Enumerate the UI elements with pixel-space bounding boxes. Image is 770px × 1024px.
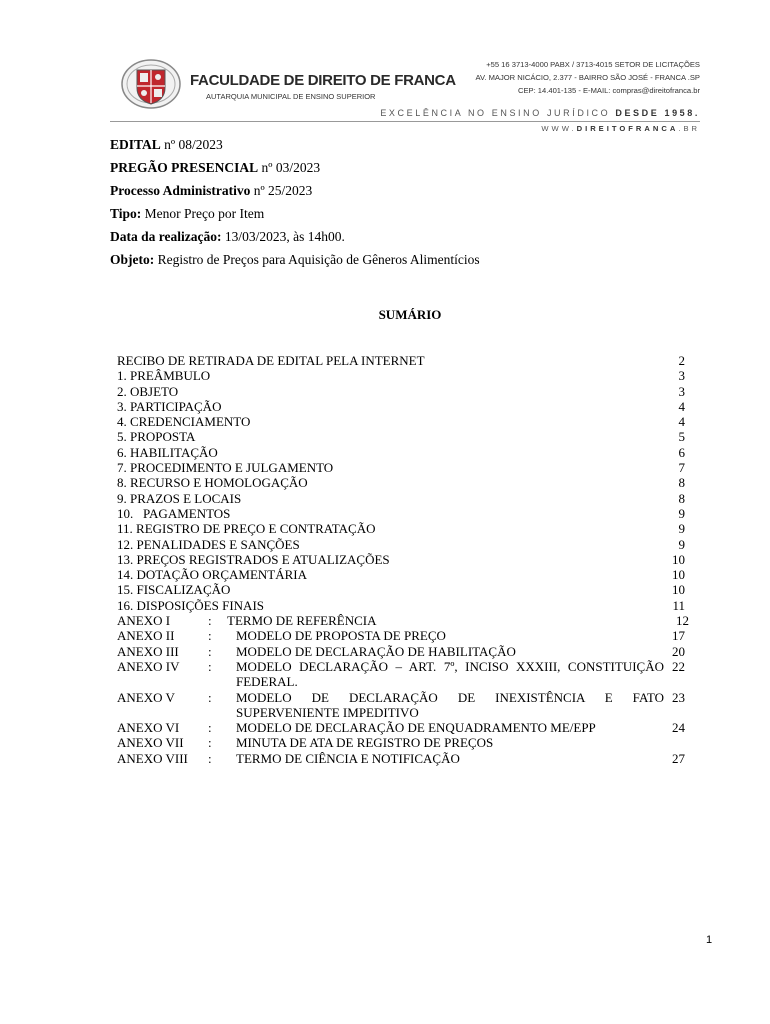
- toc-item[interactable]: [117, 384, 697, 399]
- annex-row[interactable]: [117, 751, 697, 766]
- toc-item-label: 4. CREDENCIAMENTO: [117, 414, 251, 430]
- annex-page: 22: [672, 658, 685, 674]
- annex-title: MINUTA DE ATA DE REGISTRO DE PREÇOS: [236, 735, 494, 751]
- annex-row[interactable]: [117, 690, 697, 721]
- annex-id: ANEXO VIII: [117, 750, 188, 766]
- annex-page: 23: [672, 689, 685, 705]
- toc-item-label: RECIBO DE RETIRADA DE EDITAL PELA INTERNET: [117, 353, 425, 368]
- annex-id: ANEXO VI: [117, 720, 180, 736]
- annex-title: TERMO DE REFERÊNCIA: [227, 613, 377, 629]
- contact-phone: +55 16 3713-4000 PABX / 3713-4015 SETOR DE LICITAÇÕES: [486, 60, 700, 69]
- toc-item-page: 2: [678, 353, 685, 368]
- motto: [380, 108, 700, 118]
- toc-item-page: 10: [672, 582, 685, 598]
- toc-item-label: 12. PENALIDADES E SANÇÕES: [117, 536, 300, 552]
- toc-item-label: 14. DOTAÇÃO ORÇAMENTÁRIA: [117, 567, 307, 583]
- data-label: Data da realização:: [110, 229, 222, 244]
- toc-item-label: 8. RECURSO E HOMOLOGAÇÃO: [117, 475, 308, 491]
- annex-colon: :: [208, 613, 212, 629]
- toc-item-label: 10. PAGAMENTOS: [117, 505, 231, 521]
- website-domain: DIREITOFRANCA: [576, 124, 679, 133]
- toc-item-label: 13. PREÇOS REGISTRADOS E ATUALIZAÇÕES: [117, 551, 390, 567]
- toc-item-label: 5. PROPOSTA: [117, 429, 196, 445]
- toc-item-page: 10: [672, 567, 685, 583]
- toc-item-page: 7: [678, 460, 685, 476]
- toc-item-label: 7. PROCEDIMENTO E JULGAMENTO: [117, 460, 334, 476]
- toc-item-page: 3: [678, 368, 685, 384]
- objeto-line: [110, 252, 480, 268]
- annex-page: 24: [672, 720, 685, 736]
- annex-row[interactable]: [117, 628, 697, 643]
- toc-item-label: 6. HABILITAÇÃO: [117, 444, 218, 460]
- data-value: 13/03/2023, às 14h00.: [221, 229, 345, 244]
- annex-colon: :: [208, 658, 212, 674]
- toc-item-page: 10: [672, 551, 685, 567]
- annex-row[interactable]: [117, 644, 697, 659]
- edital-line: [110, 137, 223, 153]
- contact-address: AV. MAJOR NICÁCIO, 2.377 - BAIRRO SÃO JOSÉ - FRANCA .SP: [475, 73, 700, 82]
- tipo-value: Menor Preço por Item: [141, 206, 265, 221]
- annex-id: ANEXO II: [117, 628, 175, 644]
- annex-title: MODELO DECLARAÇÃO – ART. 7º, INCISO XXXIII, CONSTITUIÇÃO FEDERAL.: [236, 658, 664, 690]
- institution-subtitle: AUTARQUIA MUNICIPAL DE ENSINO SUPERIOR: [206, 92, 376, 101]
- objeto-value: Registro de Preços para Aquisição de Gêneros Alimentícios: [154, 252, 480, 267]
- annex-row[interactable]: [117, 735, 697, 750]
- pregao-value: nº 03/2023: [258, 160, 321, 175]
- annex-colon: :: [208, 720, 212, 736]
- toc-item[interactable]: [117, 475, 697, 490]
- tipo-label: Tipo:: [110, 206, 142, 221]
- annex-page: 12: [676, 613, 689, 629]
- pregao-label: PREGÃO PRESENCIAL: [110, 160, 259, 175]
- toc-item-label: 2. OBJETO: [117, 383, 179, 399]
- toc-item[interactable]: [117, 491, 697, 506]
- annex-id: ANEXO VII: [117, 735, 184, 751]
- toc-item-page: 9: [678, 536, 685, 552]
- annex-id: ANEXO III: [117, 643, 179, 659]
- toc-item-page: 5: [678, 429, 685, 445]
- processo-value: nº 25/2023: [250, 183, 313, 198]
- annex-id: ANEXO I: [117, 613, 171, 629]
- motto-year: DESDE 1958.: [615, 108, 700, 118]
- contact-block: [476, 58, 701, 97]
- website-suffix: .BR: [678, 124, 700, 133]
- toc-item[interactable]: [117, 567, 697, 582]
- website-prefix: WWW.: [541, 124, 577, 133]
- toc-item[interactable]: [117, 368, 697, 383]
- toc-item-page: 9: [678, 505, 685, 521]
- toc-item-page: 6: [678, 444, 685, 460]
- page-number: 1: [706, 934, 713, 946]
- sumario-title: SUMÁRIO: [378, 307, 442, 322]
- toc-item-label: 3. PARTICIPAÇÃO: [117, 398, 222, 414]
- annex-row[interactable]: [117, 720, 697, 735]
- annex-title: MODELO DE PROPOSTA DE PREÇO: [236, 628, 446, 644]
- annex-title: MODELO DE DECLARAÇÃO DE HABILITAÇÃO: [236, 643, 516, 659]
- toc-item[interactable]: [117, 414, 697, 429]
- toc-item[interactable]: [117, 521, 697, 536]
- toc-item[interactable]: [117, 506, 697, 521]
- table-of-contents: [117, 353, 697, 766]
- annex-colon: :: [208, 735, 212, 751]
- toc-item[interactable]: [117, 353, 697, 368]
- toc-item-page: 4: [678, 414, 685, 430]
- header-divider: [110, 121, 700, 122]
- annex-page: 17: [672, 628, 685, 644]
- toc-item-page: 11: [672, 597, 685, 613]
- institution-name: FACULDADE DE DIREITO DE FRANCA: [190, 72, 456, 89]
- toc-item-label: 11. REGISTRO DE PREÇO E CONTRATAÇÃO: [117, 521, 376, 537]
- toc-item[interactable]: [117, 460, 697, 475]
- annex-row[interactable]: [117, 659, 697, 690]
- annex-colon: :: [208, 689, 212, 705]
- toc-item[interactable]: [117, 582, 697, 597]
- toc-item-page: 8: [678, 475, 685, 491]
- contact-email: CEP: 14.401-135 - E-MAIL: compras@direitofranca.br: [517, 86, 700, 95]
- annex-title: TERMO DE CIÊNCIA E NOTIFICAÇÃO: [236, 750, 460, 766]
- tipo-line: [110, 206, 264, 222]
- seal-crest-icon: [120, 58, 182, 110]
- annex-title: MODELO DE DECLARAÇÃO DE INEXISTÊNCIA E FATO SUPERVENIENTE IMPEDITIVO: [236, 689, 664, 720]
- toc-item[interactable]: [117, 445, 697, 460]
- edital-value: nº 08/2023: [160, 137, 223, 152]
- toc-item-page: 9: [678, 521, 685, 537]
- toc-item[interactable]: [117, 598, 697, 613]
- annex-title: MODELO DE DECLARAÇÃO DE ENQUADRAMENTO ME/EPP: [236, 720, 596, 736]
- pregao-line: [110, 160, 320, 176]
- processo-label: Processo Administrativo: [110, 183, 251, 198]
- toc-item-page: 3: [678, 383, 685, 399]
- toc-item-page: 4: [678, 398, 685, 414]
- annex-page: 20: [672, 643, 685, 659]
- toc-item-label: 16. DISPOSIÇÕES FINAIS: [117, 597, 264, 613]
- annex-colon: :: [208, 628, 212, 644]
- toc-item[interactable]: [117, 537, 697, 552]
- annex-page: 27: [672, 750, 685, 766]
- toc-item[interactable]: [117, 399, 697, 414]
- annex-id: ANEXO IV: [117, 658, 180, 674]
- toc-item-label: 9. PRAZOS E LOCAIS: [117, 490, 242, 506]
- data-line: [110, 229, 345, 245]
- motto-text: EXCELÊNCIA NO ENSINO JURÍDICO: [380, 108, 616, 118]
- objeto-label: Objeto:: [110, 252, 155, 267]
- toc-item[interactable]: [117, 429, 697, 444]
- annex-row[interactable]: [117, 613, 697, 628]
- annex-colon: :: [208, 643, 212, 659]
- toc-item[interactable]: [117, 552, 697, 567]
- edital-label: EDITAL: [110, 137, 161, 152]
- toc-item-page: 8: [678, 490, 685, 506]
- website[interactable]: [541, 124, 700, 133]
- annex-id: ANEXO V: [117, 689, 175, 705]
- annex-colon: :: [208, 750, 212, 766]
- toc-item-label: 15. FISCALIZAÇÃO: [117, 582, 231, 598]
- toc-item-label: 1. PREÂMBULO: [117, 368, 211, 384]
- processo-line: [110, 183, 312, 199]
